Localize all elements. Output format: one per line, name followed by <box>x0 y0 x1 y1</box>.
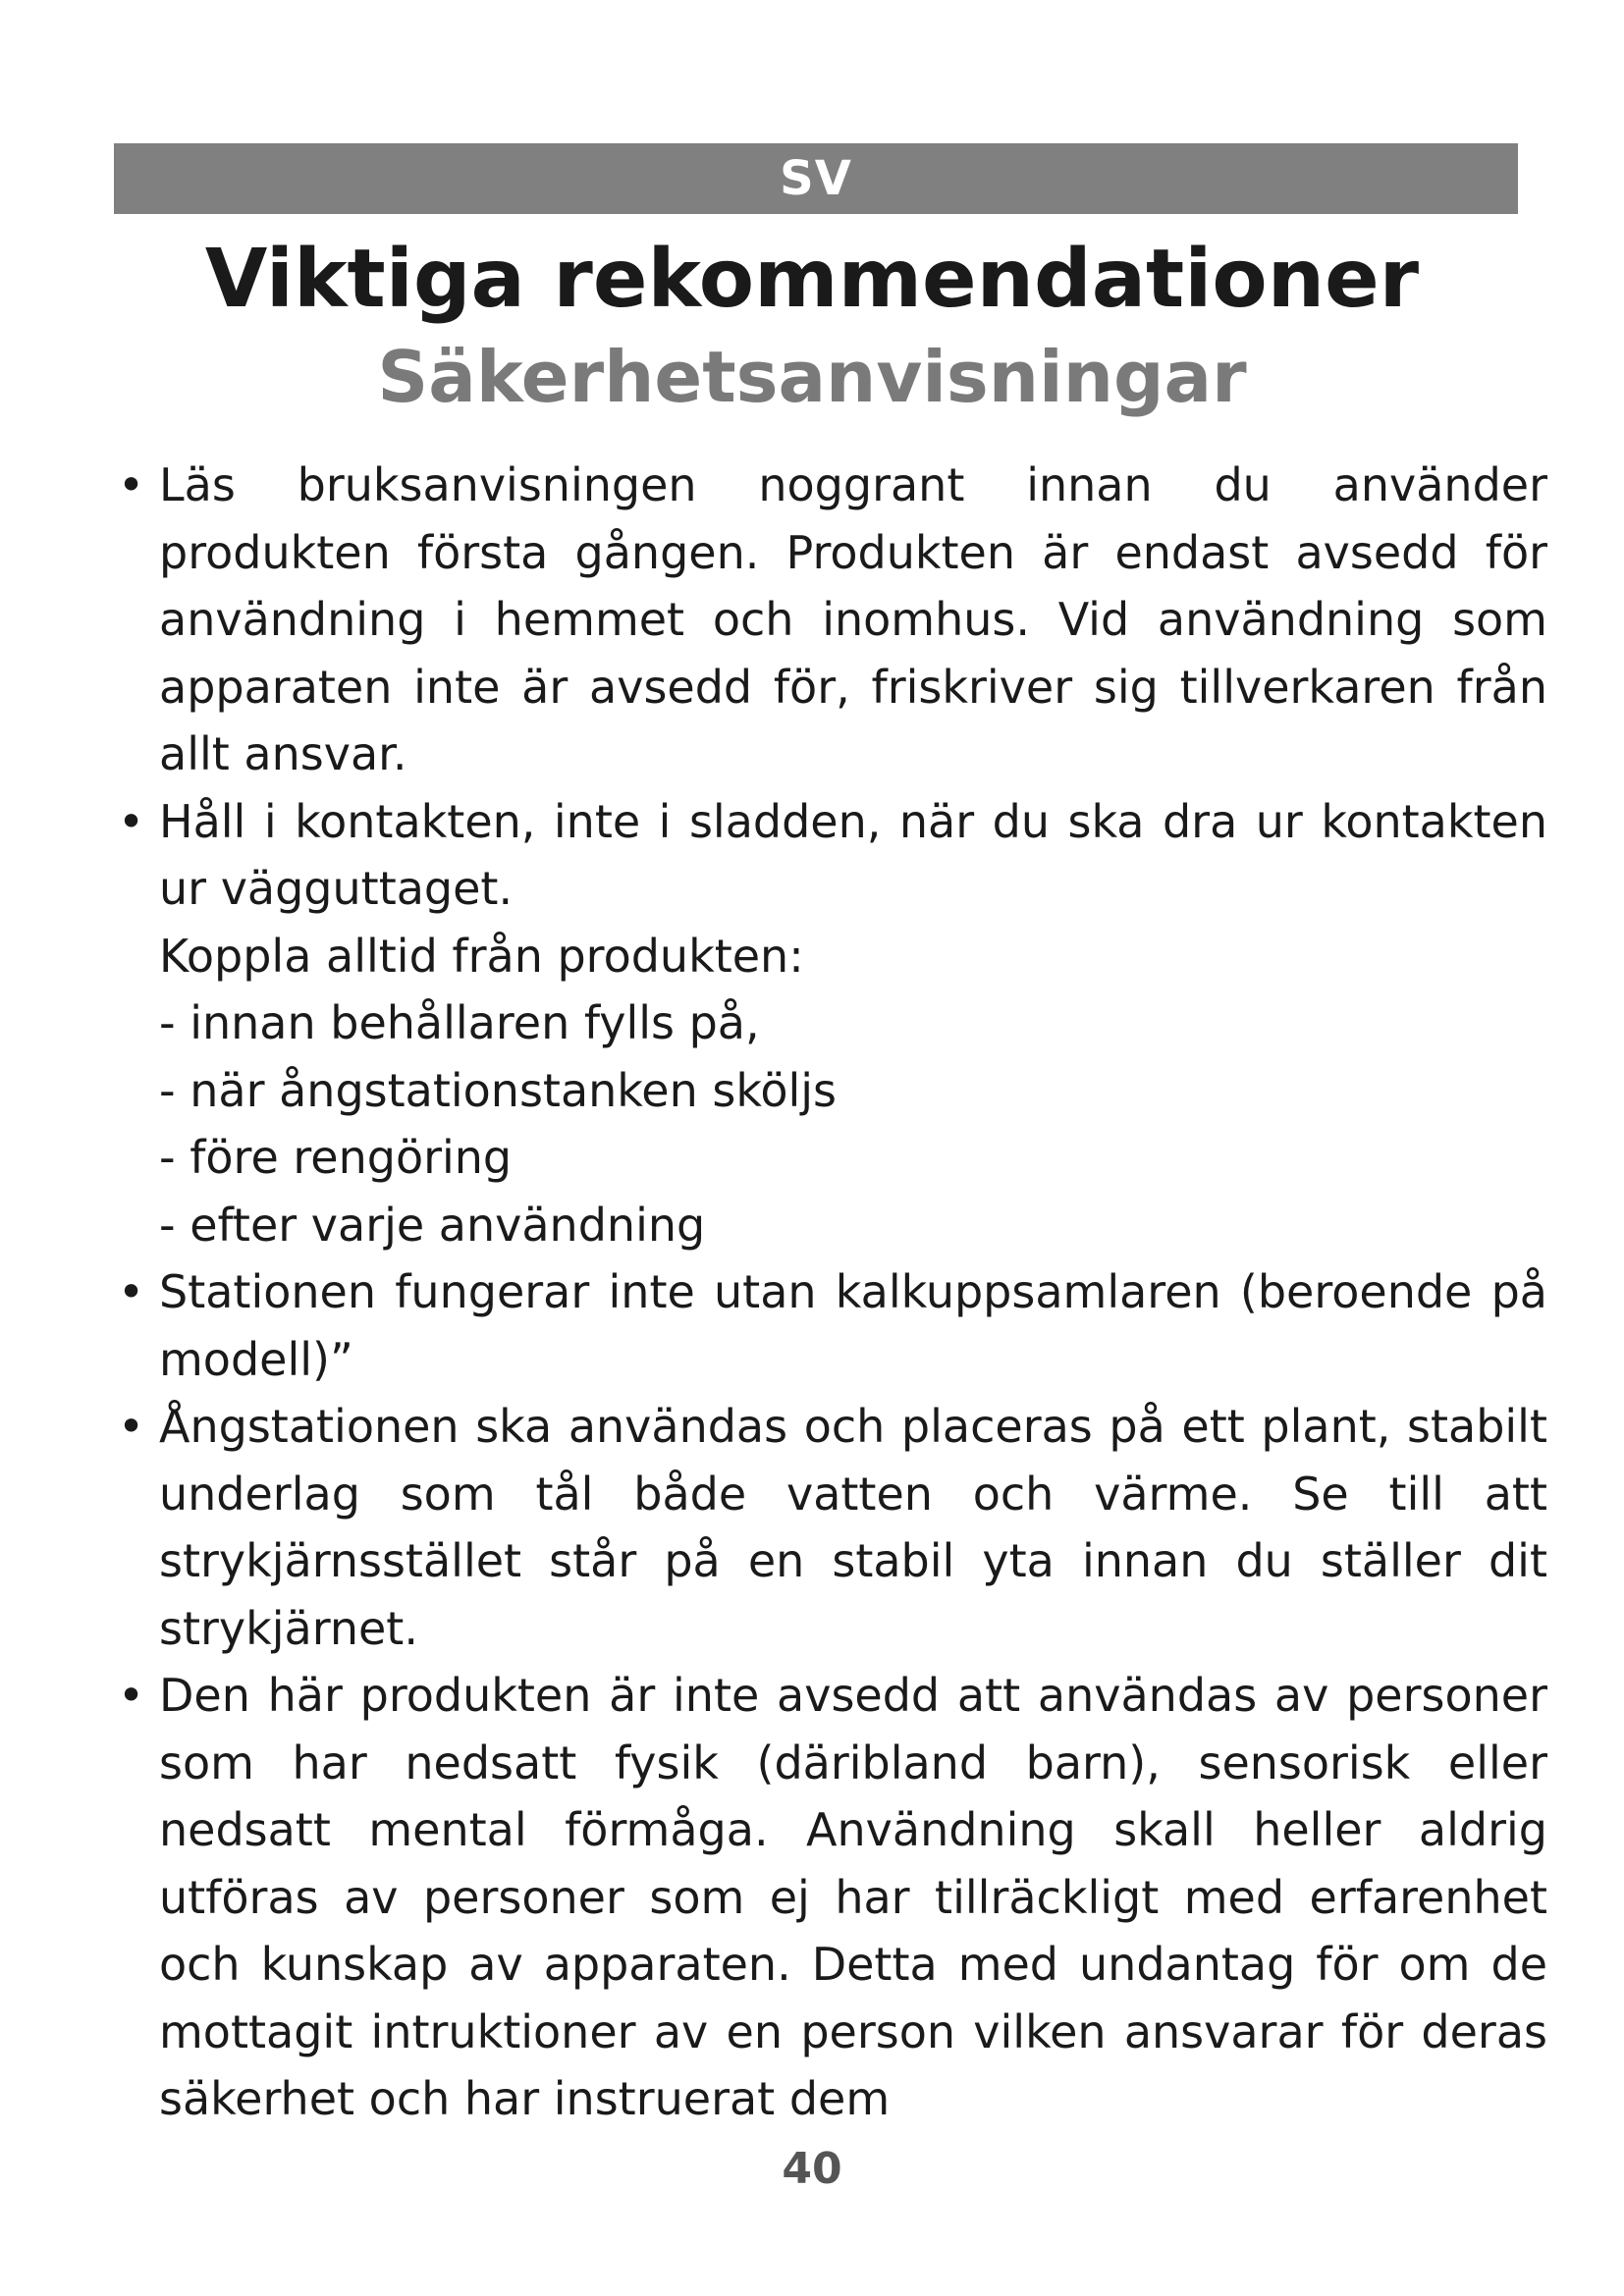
paragraph: Stationen fungerar inte utan kalkuppsamlaren (beroende på modell)” <box>159 1265 1547 1386</box>
paragraph: Håll i kontakten, inte i sladden, när du ska dra ur kontakten ur vägguttaget. <box>159 794 1547 915</box>
language-header-bar <box>114 143 1518 214</box>
paragraph: Koppla alltid från produkten: <box>159 929 804 983</box>
list-item <box>114 1662 1547 2133</box>
page-number: 40 <box>782 2144 842 2194</box>
dash-item: - efter varje användning <box>159 1198 706 1252</box>
dash-item: - när ångstationstanken sköljs <box>159 1063 837 1117</box>
bullet-icon: • <box>118 458 145 511</box>
section-subtitle: Säkerhetsanvisningar <box>377 336 1247 418</box>
paragraph: Den här produkten är inte avsedd att användas av personer som har nedsatt fysik (däribland barn), sensorisk eller nedsatt mental förmåga. Användning skall heller aldrig utföras av personer som ej har tillräckligt med erfarenhet och kunskap av apparaten. Detta med undantag för om de mottagit intruktioner av en person vilken ansvarar för deras säkerhet och har instruerat dem <box>159 1669 1547 2125</box>
list-item <box>114 788 1547 1259</box>
bullet-icon: • <box>118 1400 145 1453</box>
dash-item: - före rengöring <box>159 1131 513 1184</box>
page-title: Viktiga rekommendationer <box>204 233 1420 326</box>
paragraph: Läs bruksanvisningen noggrant innan du använder produkten första gången. Produkten är endast avsedd för användning i hemmet och inomhus. Vid användning som apparaten inte är avsedd för, friskriver sig tillverkaren från allt ansvar. <box>159 458 1547 780</box>
bullet-icon: • <box>118 794 145 848</box>
bullet-icon: • <box>118 1265 145 1318</box>
paragraph: Ångstationen ska användas och placeras på ett plant, stabilt underlag som tål både vatten och värme. Se till att strykjärnsstället står på en stabil yta innan du ställer dit strykjärnet. <box>159 1400 1547 1655</box>
list-item <box>114 1393 1547 1662</box>
language-code: SV <box>780 151 852 206</box>
list-item <box>114 452 1547 788</box>
bullet-icon: • <box>118 1669 145 1722</box>
list-item <box>114 1258 1547 1393</box>
dash-item: - innan behållaren fylls på, <box>159 996 760 1049</box>
safety-instructions-list <box>114 452 1547 2133</box>
